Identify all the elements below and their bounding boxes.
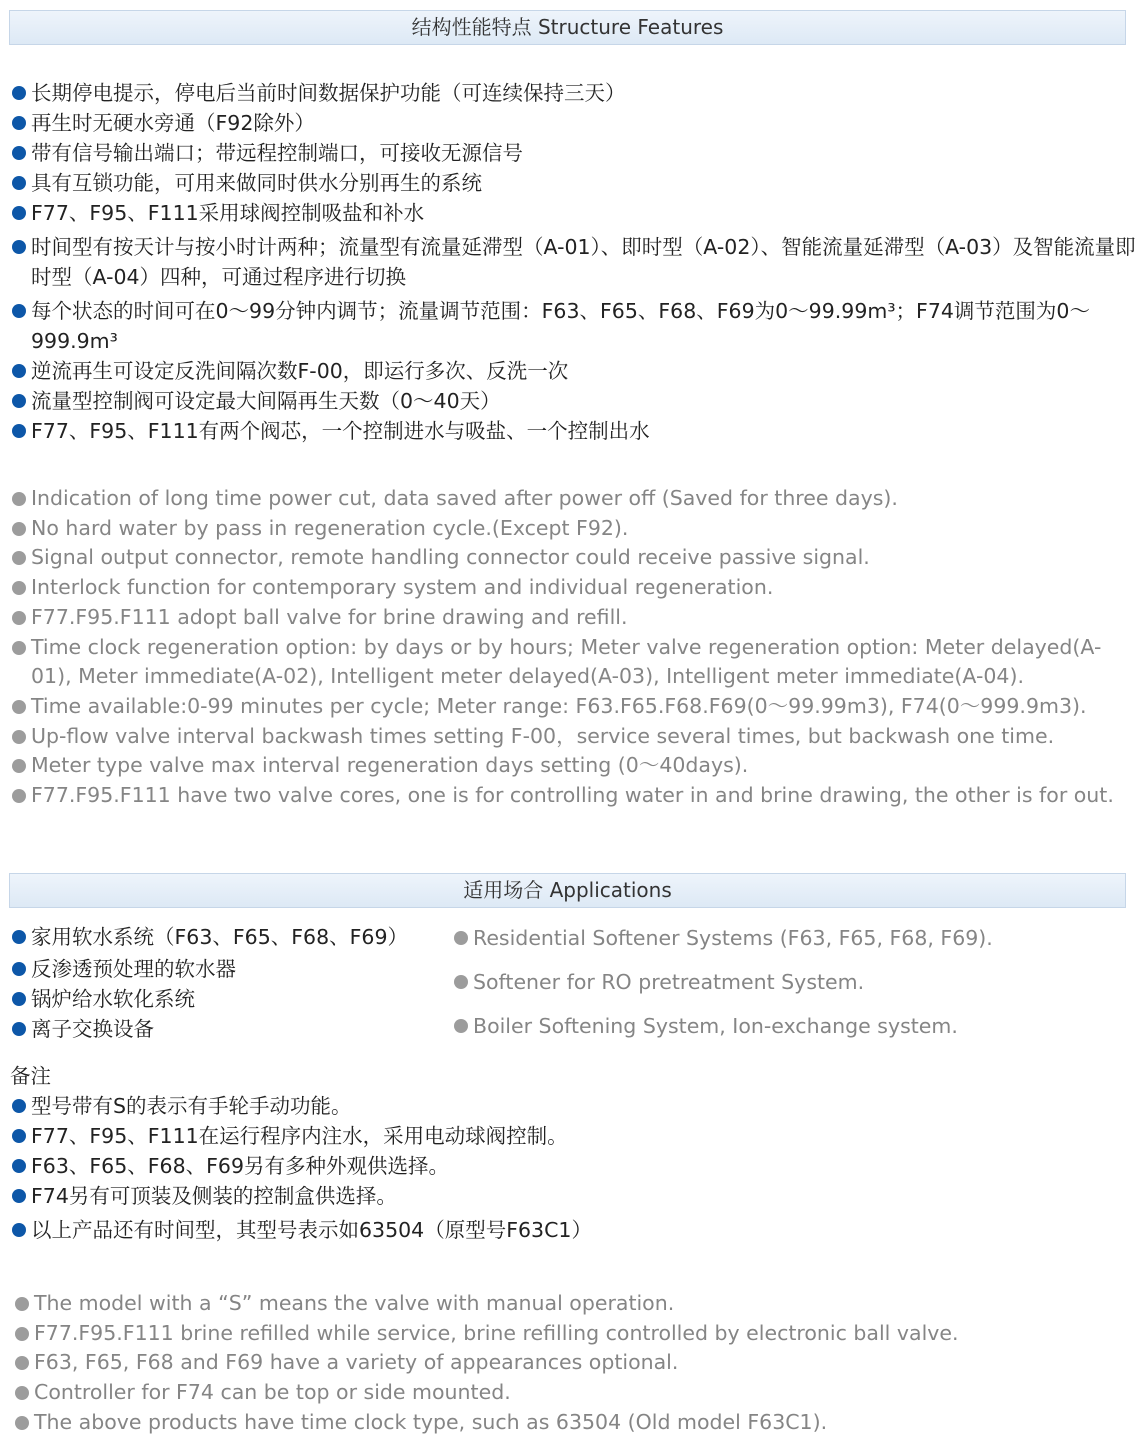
list-item: 再生时无硬水旁通（F92除外）: [10, 108, 1135, 138]
list-item: Residential Softener Systems (F63, F65, F68, F69).: [452, 916, 1132, 960]
list-item: F74另有可顶装及侧装的控制盒供选择。: [10, 1181, 1135, 1211]
list-item: Up-flow valve interval backwash times setting F-00，service several times, but backwash one time.: [10, 722, 1135, 752]
list-item: Boiler Softening System, Ion-exchange system.: [452, 1004, 1132, 1048]
list-item: Signal output connector, remote handling connector could receive passive signal.: [10, 543, 1135, 573]
list-item: 每个状态的时间可在0～99分钟内调节；流量调节范围：F63、F65、F68、F69为0～99.99m³；F74调节范围为0～999.9m³: [10, 296, 1131, 356]
applications-en-list: [452, 916, 1132, 1048]
notes-en-list: [13, 1289, 1133, 1438]
list-item: 逆流再生可设定反洗间隔次数F-00，即运行多次、反洗一次: [10, 356, 1135, 386]
list-item: The model with a “S” means the valve with manual operation.: [13, 1289, 1133, 1319]
list-item: 流量型控制阀可设定最大间隔再生天数（0～40天）: [10, 386, 1135, 416]
structure-features-title: 结构性能特点 Structure Features: [411, 15, 724, 39]
structure-features-zh-list: [10, 78, 1135, 446]
applications-header: [9, 873, 1126, 908]
list-item: Softener for RO pretreatment System.: [452, 960, 1132, 1004]
list-item: Time clock regeneration option: by days or by hours; Meter valve regeneration option: Meter delayed(A-01), Meter immediate(A-02), Intelligent meter delayed(A-03), Intelligent meter immediate(A-04).: [10, 633, 1131, 692]
list-item: F63, F65, F68 and F69 have a variety of appearances optional.: [13, 1348, 1133, 1378]
notes-title: 备注: [10, 1064, 51, 1088]
list-item: 时间型有按天计与按小时计两种；流量型有流量延滞型（A-01）、即时型（A-02）、智能流量延滞型（A-03）及智能流量即时型（A-04）四种，可通过程序进行切换: [10, 232, 1136, 292]
list-item: 型号带有S的表示有手轮手动功能。: [10, 1091, 1135, 1121]
applications-zh-list: [10, 922, 450, 1044]
list-item: Controller for F74 can be top or side mounted.: [13, 1378, 1133, 1408]
list-item: F77、F95、F111采用球阀控制吸盐和补水: [10, 198, 1135, 228]
list-item: Indication of long time power cut, data saved after power off (Saved for three days).: [10, 484, 1135, 514]
list-item: 锅炉给水软化系统: [10, 984, 450, 1014]
list-item: 离子交换设备: [10, 1014, 450, 1044]
list-item: F77.F95.F111 adopt ball valve for brine drawing and refill.: [10, 603, 1135, 633]
list-item: No hard water by pass in regeneration cycle.(Except F92).: [10, 514, 1135, 544]
structure-features-en-list: [10, 484, 1135, 811]
list-item: 以上产品还有时间型，其型号表示如63504（原型号F63C1）: [10, 1215, 1135, 1245]
list-item: Time available:0-99 minutes per cycle; Meter range: F63.F65.F68.F69(0～99.99m3), F74(0～999.9m3).: [10, 692, 1135, 722]
list-item: 具有互锁功能，可用来做同时供水分别再生的系统: [10, 168, 1135, 198]
list-item: F77.F95.F111 brine refilled while service, brine refilling controlled by electronic ball valve.: [13, 1319, 1133, 1349]
list-item: 长期停电提示，停电后当前时间数据保护功能（可连续保持三天）: [10, 78, 1135, 108]
structure-features-header: [9, 10, 1126, 45]
notes-zh-list: [10, 1091, 1135, 1245]
list-item: 带有信号输出端口；带远程控制端口，可接收无源信号: [10, 138, 1135, 168]
list-item: F77、F95、F111有两个阀芯，一个控制进水与吸盐、一个控制出水: [10, 416, 1135, 446]
list-item: 家用软水系统（F63、F65、F68、F69）: [10, 922, 450, 952]
list-item: 反渗透预处理的软水器: [10, 954, 450, 984]
list-item: F77、F95、F111在运行程序内注水，采用电动球阀控制。: [10, 1121, 1135, 1151]
list-item: Interlock function for contemporary system and individual regeneration.: [10, 573, 1135, 603]
applications-title: 适用场合 Applications: [463, 878, 672, 902]
list-item: The above products have time clock type, such as 63504 (Old model F63C1).: [13, 1408, 1133, 1438]
list-item: Meter type valve max interval regeneration days setting (0～40days).: [10, 751, 1135, 781]
list-item: F77.F95.F111 have two valve cores, one is for controlling water in and brine drawing, the other is for out.: [10, 781, 1135, 811]
list-item: F63、F65、F68、F69另有多种外观供选择。: [10, 1151, 1135, 1181]
